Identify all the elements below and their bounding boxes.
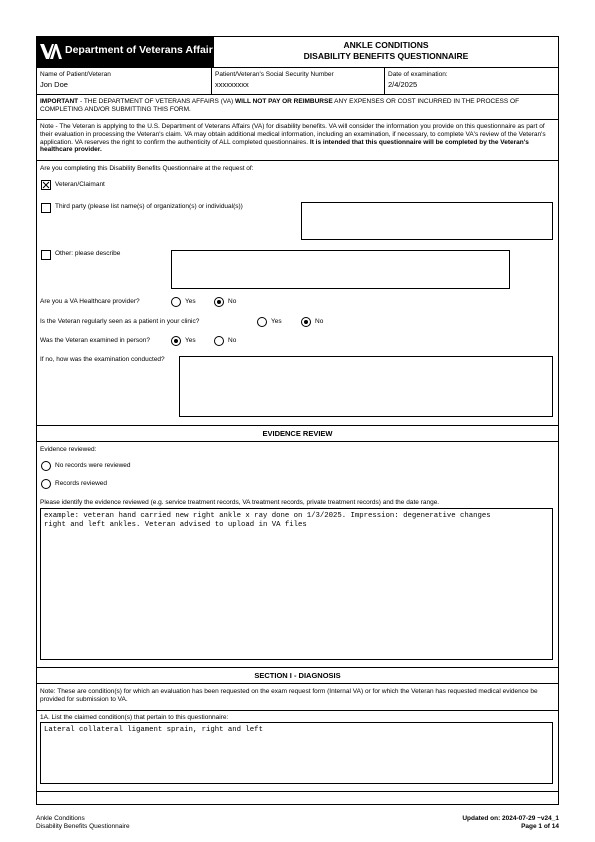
exam-date-label: Date of examination: — [388, 71, 448, 78]
footer-page-number: Page 1 of 14 — [521, 823, 559, 830]
va-provider-yes-radio[interactable] — [171, 297, 181, 307]
ssn-label: Patient/Veteran's Social Security Number — [215, 71, 334, 78]
in-person-yes-label: Yes — [185, 337, 196, 344]
how-conducted-label: If no, how was the examination conducted? — [40, 356, 165, 363]
no-records-radio[interactable] — [41, 461, 51, 471]
other-label: Other: please describe — [55, 250, 121, 257]
evidence-identify-label: Please identify the evidence reviewed (e.g. service treatment records, VA treatment records, private treatment records) and the date range. — [40, 499, 440, 506]
footer-form-name: Ankle Conditions — [36, 815, 85, 822]
other-description-field[interactable] — [171, 250, 510, 289]
regularly-seen-yes-label: Yes — [271, 318, 282, 325]
form-title-line1: ANKLE CONDITIONS — [343, 40, 429, 50]
records-reviewed-label: Records reviewed — [55, 480, 108, 487]
important-notice — [40, 98, 555, 114]
evidence-section-title: EVIDENCE REVIEW — [262, 429, 333, 438]
in-person-question: Was the Veteran examined in person? — [40, 337, 150, 344]
important-text-end: ANY EXPENSES OR COST INCURRED IN THE PROCESS OF COMPLETING AND/OR SUBMITTING THIS FORM. — [40, 98, 520, 113]
divider — [36, 683, 559, 684]
diagnosis-section-title: SECTION I - DIAGNOSIS — [254, 671, 341, 680]
divider — [36, 160, 559, 161]
no-records-label: No records were reviewed — [55, 462, 131, 469]
note-bold: It is intended that this questionnaire will be completed by the Veteran's healthcare provider. — [40, 138, 529, 154]
divider — [36, 791, 559, 792]
in-person-yes-radio[interactable] — [171, 336, 181, 346]
evidence-reviewed-label: Evidence reviewed: — [40, 446, 97, 453]
veteran-note — [40, 123, 555, 154]
radio-selected-dot — [304, 320, 308, 324]
evidence-description-field[interactable] — [40, 508, 553, 660]
va-provider-yes-label: Yes — [185, 298, 196, 305]
regularly-seen-no-radio[interactable] — [301, 317, 311, 327]
in-person-no-label: No — [228, 337, 237, 344]
divider — [36, 94, 559, 95]
divider — [36, 67, 559, 68]
veteran-claimant-label: Veteran/Claimant — [55, 181, 105, 188]
veteran-claimant-checkbox[interactable] — [41, 180, 51, 190]
claimed-conditions-label: 1A. List the claimed condition(s) that pertain to this questionnaire: — [40, 714, 229, 721]
divider — [36, 119, 559, 120]
other-checkbox[interactable] — [41, 250, 51, 260]
divider — [36, 441, 559, 442]
footer-form-subtitle: Disability Benefits Questionnaire — [36, 823, 130, 830]
third-party-checkbox[interactable] — [41, 203, 51, 213]
records-reviewed-radio[interactable] — [41, 479, 51, 489]
radio-selected-dot — [217, 300, 221, 304]
va-provider-no-label: No — [228, 298, 237, 305]
divider — [36, 667, 559, 668]
request-question: Are you completing this Disability Benefits Questionnaire at the request of: — [40, 165, 254, 172]
va-provider-no-radio[interactable] — [214, 297, 224, 307]
check-x-icon — [42, 181, 50, 189]
important-bold: WILL NOT PAY OR REIMBURSE — [235, 98, 333, 105]
diagnosis-note: Note: These are condition(s) for which an evaluation has been requested on the exam request form (Internal VA) or for which the Veteran has requested medical evidence be provided for submission to VA. — [40, 688, 538, 703]
divider — [384, 67, 385, 94]
footer-updated: Updated on: 2024-07-29 ~v24_1 — [462, 815, 559, 822]
regularly-seen-no-label: No — [315, 318, 324, 325]
claimed-conditions-text: Lateral collateral ligament sprain, right and left — [44, 726, 263, 734]
form-title-line2: DISABILITY BENEFITS QUESTIONNAIRE — [303, 51, 469, 61]
va-provider-question: Are you a VA Healthcare provider? — [40, 298, 140, 305]
important-text: - THE DEPARTMENT OF VETERANS AFFAIRS (VA) — [78, 98, 236, 105]
in-person-no-radio[interactable] — [214, 336, 224, 346]
regularly-seen-yes-radio[interactable] — [257, 317, 267, 327]
divider — [36, 710, 559, 711]
ssn-field[interactable]: xxxxxxxxx — [215, 80, 249, 89]
note-text: Note - The Veteran is applying to the U.S. Department of Veterans Affairs (VA) for disability benefits. VA will consider the information you provide on this questionnaire as part of their evaluation in processing the Veteran's claim. VA may obtain additional medical information, including an examination, if necessary, to complete VA's review of the Veteran's application. VA reserves the right to confirm the authenticity of ALL completed questionnaires. — [40, 123, 546, 146]
patient-name-field[interactable]: Jon Doe — [40, 80, 68, 89]
va-logo-icon — [40, 43, 62, 60]
radio-selected-dot — [174, 339, 178, 343]
claimed-conditions-field[interactable] — [40, 722, 553, 784]
third-party-field[interactable] — [301, 202, 553, 240]
patient-name-label: Name of Patient/Veteran — [40, 71, 111, 78]
agency-name: Department of Veterans Affairs — [65, 44, 219, 56]
divider — [36, 425, 559, 426]
regularly-seen-question: Is the Veteran regularly seen as a patient in your clinic? — [40, 318, 200, 325]
important-prefix: IMPORTANT — [40, 98, 79, 105]
divider — [211, 67, 212, 94]
how-conducted-field[interactable] — [179, 356, 553, 417]
exam-date-field[interactable]: 2/4/2025 — [388, 80, 418, 89]
third-party-label: Third party (please list name(s) of organization(s) or individual(s)) — [55, 203, 243, 210]
evidence-description-text: example: veteran hand carried new right ankle x ray done on 1/3/2025. Impression: degenerative changes right and left ankles. Veteran advised to upload in VA files — [44, 512, 491, 530]
